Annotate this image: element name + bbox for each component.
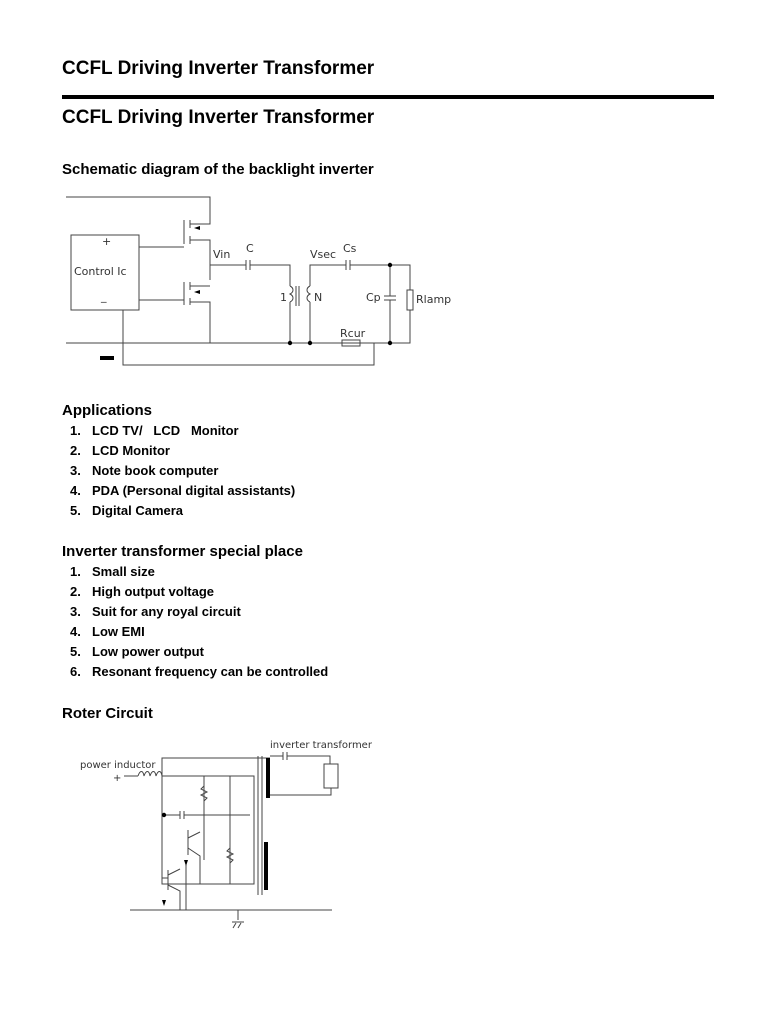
list-item: 3. Suit for any royal circuit [70, 604, 241, 619]
turns-ratio-n-label: N [314, 291, 323, 304]
capacitor-c-label: C [246, 242, 254, 255]
applications-list [70, 421, 295, 521]
rcur-label: Rcur [340, 327, 366, 340]
control-ic-label: Control Ic [74, 265, 127, 278]
special-list [70, 562, 328, 682]
list-item: 4. Low EMI [70, 624, 145, 639]
backlight-inverter-schematic [0, 0, 768, 400]
page-header-title: CCFL Driving Inverter Transformer [62, 58, 375, 79]
list-item: 1. Small size [70, 564, 155, 579]
list-item: 4. PDA (Personal digital assistants) [70, 483, 296, 498]
list-item: 6. Resonant frequency can be controlled [70, 664, 329, 679]
roter-circuit-schematic [0, 730, 768, 940]
list-item: 1. LCD TV/ LCD Monitor [70, 423, 239, 438]
inverter-transformer-label: inverter transformer [270, 740, 372, 751]
ic-plus-label: + [102, 235, 112, 248]
list-item: 2. LCD Monitor [70, 443, 170, 458]
capacitor-cs-label: Cs [343, 242, 357, 255]
list-item: 5. Digital Camera [70, 503, 184, 518]
list-item: 3. Note book computer [70, 463, 219, 478]
special-heading: Inverter transformer special place [62, 543, 303, 560]
roter-heading: Roter Circuit [62, 705, 153, 722]
list-item: 5. Low power output [70, 644, 204, 659]
turns-ratio-1-label: 1 [280, 291, 287, 304]
vsec-label: Vsec [310, 248, 337, 261]
capacitor-cp-label: Cp [366, 291, 381, 304]
power-inductor-label: power inductor [80, 760, 156, 771]
schematic-heading: Schematic diagram of the backlight inverter [62, 161, 374, 178]
list-item: 2. High output voltage [70, 584, 215, 599]
roter-plus-label: + [113, 773, 122, 784]
rlamp-label: Rlamp [416, 293, 452, 306]
applications-heading: Applications [62, 402, 153, 419]
vin-label: Vin [213, 248, 231, 261]
document-title: CCFL Driving Inverter Transformer [62, 107, 375, 128]
ic-minus-label: _ [101, 290, 107, 303]
